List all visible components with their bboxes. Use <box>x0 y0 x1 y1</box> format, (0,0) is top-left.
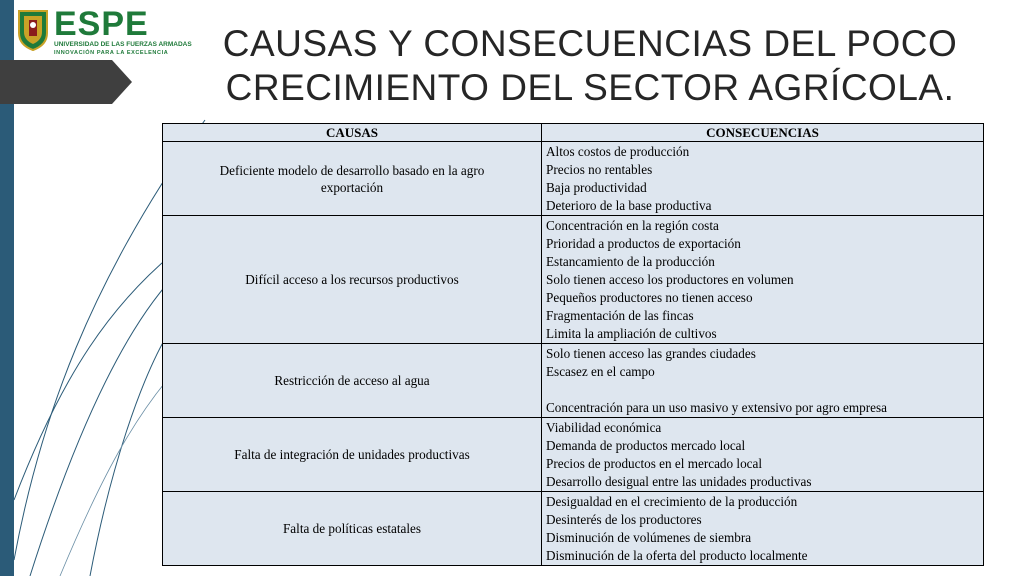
consequence-item: Fragmentación de las fincas <box>546 308 694 323</box>
espe-logo <box>16 5 192 59</box>
table-row <box>163 216 984 344</box>
table-row <box>163 142 984 216</box>
cause-cell <box>163 344 542 418</box>
cause-cell <box>163 418 542 492</box>
consequence-spacer <box>546 381 979 399</box>
cause-cell <box>163 142 542 216</box>
cause-text: Restricción de acceso al agua <box>274 373 430 388</box>
cause-cell <box>163 492 542 566</box>
consequence-item: Altos costos de producción <box>546 144 690 159</box>
table-row <box>163 418 984 492</box>
consequence-item: Disminución de volúmenes de siembra <box>546 530 752 545</box>
cause-text: Falta de políticas estatales <box>282 521 422 536</box>
title-arrow-shape <box>0 60 132 104</box>
consequence-item: Solo tienen acceso los productores en volumen <box>546 272 794 287</box>
consequence-item: Desigualdad en el crecimiento de la producción <box>546 494 798 509</box>
consequences-cell <box>542 418 984 492</box>
consequence-item: Desarrollo desigual entre las unidades productivas <box>546 474 812 489</box>
consequence-item: Desinterés de los productores <box>546 512 702 527</box>
consequence-item: Precios no rentables <box>546 162 653 177</box>
decor-curve-3 <box>30 270 180 576</box>
consequence-item: Escasez en el campo <box>546 364 655 379</box>
logo-subtitle: UNIVERSIDAD DE LAS FUERZAS ARMADAS <box>54 41 192 48</box>
consequence-item: Demanda de productos mercado local <box>546 438 746 453</box>
logo-wordmark: ESPE <box>54 5 149 43</box>
table-body <box>163 142 984 566</box>
table-header-row <box>163 124 984 142</box>
table-row <box>163 492 984 566</box>
left-accent-bar <box>0 0 14 576</box>
consequence-item: Concentración en la región costa <box>546 218 719 233</box>
consequence-item: Estancamiento de la producción <box>546 254 715 269</box>
header-consecuencias: CONSECUENCIAS <box>542 124 984 142</box>
consequence-item: Baja productividad <box>546 180 647 195</box>
consequence-item: Precios de productos en el mercado local <box>546 456 763 471</box>
cause-text: Deficiente modelo de desarrollo basado en la agro <box>219 162 485 178</box>
decor-curve-4 <box>90 330 170 576</box>
consequence-item: Pequeños productores no tienen acceso <box>546 290 753 305</box>
logo-tagline: INNOVACIÓN PARA LA EXCELENCIA <box>54 50 169 56</box>
consequence-item: Disminución de la oferta del producto localmente <box>546 548 808 563</box>
consequences-cell <box>542 142 984 216</box>
cause-text: exportación <box>320 179 384 195</box>
cause-text: Difícil acceso a los recursos productivos <box>245 272 459 287</box>
consequences-cell <box>542 344 984 418</box>
consequence-item: Viabilidad económica <box>546 420 662 435</box>
consequences-cell <box>542 216 984 344</box>
university-seal-icon <box>16 7 50 51</box>
cause-cell <box>163 216 542 344</box>
slide-title <box>180 22 1000 110</box>
consequence-item: Deterioro de la base productiva <box>546 198 712 213</box>
consequence-item: Limita la ampliación de cultivos <box>546 326 717 341</box>
consequence-item: Solo tienen acceso las grandes ciudades <box>546 346 756 361</box>
header-causas: CAUSAS <box>163 124 542 142</box>
consequences-cell <box>542 492 984 566</box>
consequence-item: Prioridad a productos de exportación <box>546 236 741 251</box>
causes-consequences-table <box>162 123 984 566</box>
consequence-item: Concentración para un uso masivo y extensivo por agro empresa <box>546 400 887 415</box>
table-row <box>163 344 984 418</box>
cause-text: Falta de integración de unidades productivas <box>234 447 470 462</box>
slide-title-line-2: CRECIMIENTO DEL SECTOR AGRÍCOLA. <box>225 67 955 108</box>
slide-title-line-1: CAUSAS Y CONSECUENCIAS DEL POCO <box>222 23 958 64</box>
